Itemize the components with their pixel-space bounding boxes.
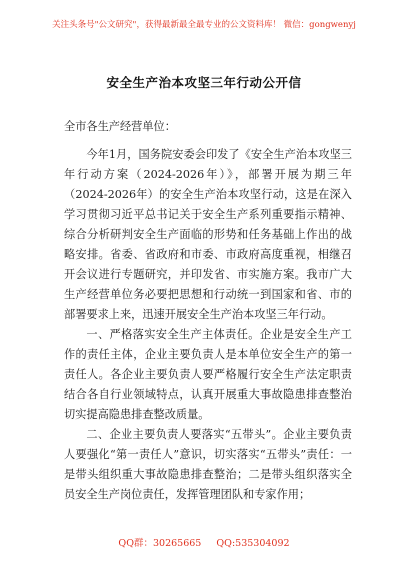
paragraph-intro: 今年1月，国务院安委会印发了《安全生产治本攻坚三年行动方案（2024-2026年）》，部署开展为期三年（2024-2026年）的安全生产治本攻坚行动，这是在深入学习贯彻习近平总书记关于安全生产系列重要指示精神、综合分析研判安全生产面临的形势和任务基础上作出的战略安排。省委、省政府和市委、市政府高度重视，相继召开会议进行专题研究，并印发省、市实施方案。我市广大生产经营单位务必要把思想和行动统一到国家和省、市的部署要求上来，迅速开展安全生产治本攻坚三年行动。 (64, 148, 352, 321)
watermark-footer (0, 535, 408, 549)
document-title: 安全生产治本攻坚三年行动公开信 (106, 75, 302, 90)
paragraph-section-1: 一、严格落实安全生产主体责任。企业是安全生产工作的责任主体，企业主要负责人是本单位安全生产的第一责任人。各企业主要负责人要严格履行安全生产法定职责结合各自行业领域特点，认真开展重大事故隐患排查整治切实提高隐患排查整改质量。 (64, 328, 352, 421)
qq-group: QQ群：30265665 (118, 538, 202, 549)
qq-number: QQ:535304092 (216, 538, 290, 549)
paragraph-section-2: 二、企业主要负责人要落实“五带头”。企业主要负责人要强化“第一责任人”意识，切实落实“五带头”责任：一是带头组织重大事故隐患排查整治；二是带头组织落实全员安全生产岗位责任，发挥管理团队和专家作用； (64, 428, 352, 501)
watermark-header: 关注头条号"公文研究"，获得最新最全最专业的公文资料库！ 微信：gongwenyj (52, 20, 356, 30)
document-body (64, 117, 352, 505)
salutation: 全市各生产经营单位： (64, 120, 176, 133)
